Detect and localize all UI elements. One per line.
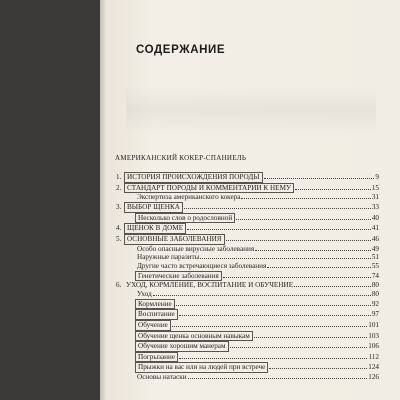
toc-entry-title: Генетические заболевания	[135, 271, 222, 282]
toc-entry-number: 2.	[116, 183, 122, 192]
toc-dot-leader	[153, 290, 371, 296]
page-heading: СОДЕРЖАНИЕ	[136, 44, 226, 56]
toc-entry	[116, 331, 379, 342]
toc-entry-page: 74	[371, 271, 379, 280]
toc-entry-page: 9	[375, 173, 379, 181]
toc-entry-page: 97	[371, 310, 379, 319]
toc-entry-title: Основы натаски	[137, 373, 187, 382]
toc-entry-title: ЩЕНОК В ДОМЕ	[124, 223, 186, 234]
toc-entry	[116, 281, 379, 290]
toc-entry-title: Обучение щенка основным навыкам	[135, 331, 253, 342]
toc-dot-leader	[230, 342, 368, 348]
toc-entry	[116, 373, 379, 382]
toc-dot-leader	[254, 332, 367, 338]
toc-entry-title: ОСНОВНЫЕ ЗАБОЛЕВАНИЯ	[124, 234, 225, 245]
toc-entry-page: 49	[371, 244, 379, 253]
toc-entry-page: 112	[368, 352, 379, 361]
toc-entry	[116, 245, 379, 254]
toc-entry-page: 41	[371, 224, 379, 233]
toc-entry	[116, 234, 379, 245]
toc-entry-page: 15	[371, 183, 379, 192]
toc-dot-leader	[179, 310, 371, 316]
toc-dot-leader	[176, 300, 371, 306]
toc-entry	[116, 193, 379, 202]
toc-entry-title: СТАНДАРТ ПОРОДЫ И КОММЕНТАРИИ К НЕМУ	[124, 183, 294, 194]
toc-entry	[116, 262, 379, 271]
toc-entry-number: 5.	[116, 234, 122, 243]
toc-entry	[116, 320, 379, 331]
bleed-through-mark	[126, 86, 376, 134]
toc-dot-leader	[264, 173, 375, 179]
toc-dot-leader	[184, 203, 371, 209]
toc-entry-title: Особо опасные вирусные заболевания	[137, 244, 255, 253]
toc-entry-number: 1.	[116, 173, 122, 181]
toc-entry-title: Другие часто встречающиеся заболевания	[137, 261, 267, 270]
toc-entry-title: Обучение хорошим манерам	[135, 341, 229, 352]
toc-entry-page: 40	[371, 213, 379, 222]
toc-entry	[116, 172, 379, 183]
toc-entry-title: Кормление	[135, 299, 175, 310]
toc-dot-leader	[200, 253, 370, 259]
toc-dot-leader	[295, 184, 371, 190]
toc-entry	[116, 183, 379, 194]
toc-entry	[116, 290, 379, 299]
toc-entry	[116, 362, 379, 373]
toc-entry-title: Погрызание	[135, 352, 178, 363]
toc-entry	[116, 253, 379, 262]
toc-entry-title: Экспертиза американского кокера	[137, 193, 241, 202]
toc-entry	[116, 309, 379, 320]
toc-entry	[116, 223, 379, 234]
toc-dot-leader	[255, 245, 371, 251]
toc-dot-leader	[179, 353, 367, 359]
toc-entry-page: 103	[368, 331, 379, 340]
toc-entry-page: 126	[368, 373, 379, 382]
toc-entry-title: УХОД, КОРМЛЕНИЕ, ВОСПИТАНИЕ И ОБУЧЕНИЕ	[126, 281, 294, 290]
toc-entry-page: 124	[368, 363, 379, 372]
toc-entry	[116, 352, 379, 363]
toc-entry-page: 101	[368, 320, 379, 329]
toc-entry-page: 80	[371, 281, 379, 290]
toc-entry-page: 80	[371, 289, 379, 298]
table-of-contents	[116, 172, 379, 382]
toc-entry-number: 3.	[116, 202, 122, 211]
toc-entry-page: 33	[371, 202, 379, 211]
toc-entry-title: Наружные паразиты	[137, 253, 200, 262]
toc-entry-page: 106	[368, 342, 379, 351]
toc-entry-page: 31	[371, 193, 379, 202]
toc-entry-page: 51	[371, 253, 379, 262]
toc-dot-leader	[172, 321, 367, 327]
toc-dot-leader	[236, 214, 371, 220]
book-title: АМЕРИКАНСКИЙ КОКЕР-СПАНИЕЛЬ	[115, 154, 247, 162]
page-gutter-shadow	[100, 0, 106, 400]
toc-entry	[116, 213, 379, 224]
toc-dot-leader	[226, 235, 371, 241]
toc-entry-title: Несколько слов о родословной	[135, 213, 235, 224]
toc-entry-number: 4.	[116, 224, 122, 233]
toc-dot-leader	[267, 262, 371, 268]
toc-entry-title: ИСТОРИЯ ПРОИСХОЖДЕНИЯ ПОРОДЫ	[124, 172, 263, 183]
toc-entry-page: 92	[371, 299, 379, 308]
toc-dot-leader	[188, 373, 368, 379]
toc-entry-title: ВЫБОР ЩЕНКА	[124, 202, 183, 213]
toc-entry	[116, 299, 379, 310]
toc-dot-leader	[223, 272, 371, 278]
toc-entry	[116, 202, 379, 213]
toc-entry-title: Обучение	[135, 320, 171, 331]
toc-dot-leader	[187, 224, 371, 230]
toc-entry-title: Уход	[137, 289, 152, 298]
toc-entry-page: 55	[371, 261, 379, 270]
toc-entry-title: Воспитание	[135, 309, 178, 320]
toc-entry-page: 46	[371, 234, 379, 243]
toc-entry	[116, 341, 379, 352]
toc-entry-title: Прыжки на вас или на людей при встрече	[135, 362, 268, 373]
toc-entry-number: 6.	[116, 281, 122, 290]
toc-dot-leader	[269, 363, 367, 369]
toc-entry	[116, 271, 379, 282]
toc-dot-leader	[241, 193, 370, 199]
toc-dot-leader	[294, 281, 371, 287]
